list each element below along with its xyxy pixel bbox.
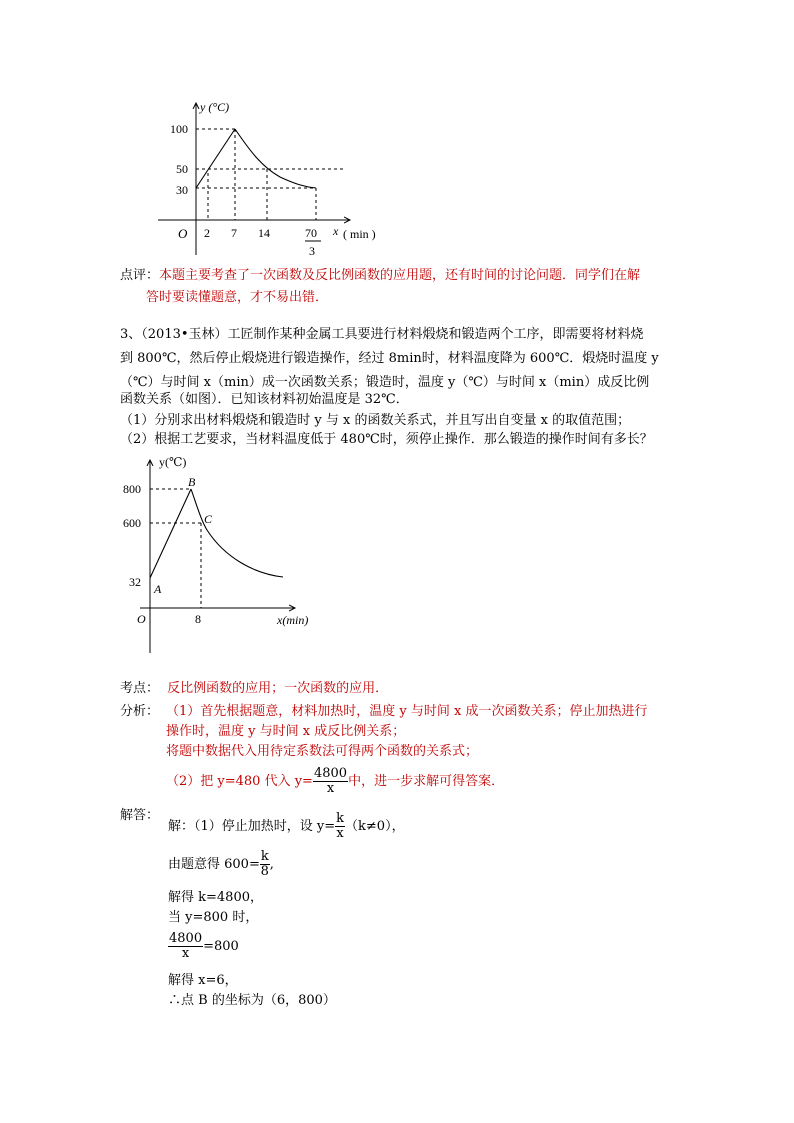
jieda-l2-num: k (260, 849, 269, 864)
graph2-y-tick-800: 800 (123, 482, 141, 496)
graph1-origin: O (178, 226, 188, 241)
temperature-graph-1 (150, 95, 410, 265)
graph1-x-tick-frac-num: 70 (305, 226, 317, 240)
graph2-point-c: C (204, 512, 213, 526)
graph2-linear-segment (150, 489, 191, 578)
graph1-inverse-curve (235, 129, 316, 188)
kaodian-text: 反比例函数的应用；一次函数的应用． (167, 681, 389, 696)
comment-text-2: 答时要读懂题意，才不易出错． (146, 290, 329, 305)
comment-line-1 (120, 266, 640, 285)
problem-line-1: 3、（2013•玉林）工匠制作某种金属工具要进行材料煅烧和锻造两个工序，即需要将材料烧 (120, 327, 644, 342)
jieda-line-6: 解得 x=6， (168, 973, 238, 988)
dashed-guides (196, 129, 346, 220)
jieda-l1-post: （k≠0）， (345, 819, 405, 834)
jieda-l5-post: =800 (203, 939, 239, 954)
graph2-y-label: y(℃) (159, 455, 187, 469)
graph1-x-tick-14: 14 (258, 226, 270, 240)
graph1-y-tick-50: 50 (176, 162, 188, 176)
jieda-line-7: ∴点 B 的坐标为（6，800） (168, 993, 336, 1008)
fenxi-line-3: 将题中数据代入用待定系数法可得两个函数的关系式； (166, 744, 479, 759)
fenxi-label: 分析： (120, 704, 160, 719)
graph1-x-tick-7: 7 (231, 226, 237, 240)
graph1-x-tick-2: 2 (204, 226, 210, 240)
fenxi-line-4 (166, 767, 504, 796)
jieda-l1-pre: 解：（1）停止加热时，设 y= (168, 819, 336, 834)
graph2-y-tick-600: 600 (123, 516, 141, 530)
problem-line-2: 到 800℃，然后停止煅烧进行锻造操作，经过 8min时，材料温度降为 600℃．煅烧时温度 y (120, 351, 659, 366)
graph1-x-label: x (333, 224, 339, 238)
kaodian-label: 考点： (120, 681, 160, 696)
jieda-l5-den: x (181, 946, 190, 961)
graph2-inverse-curve (191, 489, 283, 577)
jieda-l1-fraction (335, 812, 345, 841)
jieda-l5-num: 4800 (169, 931, 203, 946)
problem-line-4: 函数关系（如图）．已知该材料初始温度是 32℃． (120, 392, 409, 407)
fenxi-frac-num: 4800 (313, 766, 348, 781)
jieda-l5-fraction (168, 932, 203, 961)
fenxi-fraction (313, 767, 348, 796)
graph2-x-label: x(min) (277, 613, 309, 627)
graph2-x-tick-8: 8 (195, 612, 201, 626)
fenxi-line-1: （1）首先根据题意，材料加热时，温度 y 与时间 x 成一次函数关系；停止加热进行 (166, 704, 648, 719)
kaodian-row (120, 679, 388, 698)
problem-question-1: （1）分别求出材料煅烧和锻造时 y 与 x 的函数关系式，并且写出自变量 x 的取值范围； (120, 413, 631, 428)
problem-line-3: （℃）与时间 x（min）成一次函数关系；锻造时，温度 y（℃）与时间 x（min）成反比例 (120, 375, 650, 390)
temperature-graph-2 (115, 448, 345, 663)
jieda-l2-den: 8 (260, 864, 269, 879)
jieda-line-2 (168, 850, 274, 879)
graph2-point-b: B (188, 475, 196, 489)
fenxi-line-4-pre: （2）把 y=480 代入 y= (166, 774, 313, 789)
jieda-line-3: 解得 k=4800， (168, 890, 263, 905)
graph1-y-tick-30: 30 (176, 183, 188, 197)
jieda-label: 解答： (120, 808, 160, 823)
graph2-y-tick-32: 32 (129, 575, 141, 589)
jieda-line-1 (168, 812, 405, 841)
comment-label: 点评： (120, 268, 160, 283)
graph1-linear-segment (196, 129, 235, 188)
graph1-y-tick-100: 100 (170, 122, 188, 136)
jieda-l2-post: , (269, 857, 274, 872)
graph2-point-a: A (154, 582, 162, 596)
graph1-x-tick-frac-den: 3 (309, 244, 315, 258)
fenxi-line-4-post: 中，进一步求解可得答案． (348, 774, 505, 789)
jieda-l1-den: x (336, 826, 344, 841)
jieda-l2-fraction (260, 850, 270, 879)
fenxi-line-2: 操作时，温度 y 与时间 x 成反比例关系； (166, 724, 406, 739)
jieda-line-5 (168, 932, 239, 961)
graph1-y-label: y (°C) (200, 100, 230, 114)
graph1-x-unit: ( min ) (343, 227, 376, 241)
jieda-l1-num: k (336, 811, 345, 826)
jieda-line-4: 当 y=800 时， (168, 910, 259, 925)
graph2-origin: O (137, 612, 146, 626)
jieda-l2-pre: 由题意得 600= (168, 857, 260, 872)
comment-text-1: 本题主要考查了一次函数及反比例函数的应用题，还有时间的讨论问题．同学们在解 (159, 268, 641, 283)
problem-question-2: （2）根据工艺要求，当材料温度低于 480℃时，须停止操作．那么锻造的操作时间有多长？ (120, 432, 653, 447)
fenxi-frac-den: x (326, 781, 335, 796)
